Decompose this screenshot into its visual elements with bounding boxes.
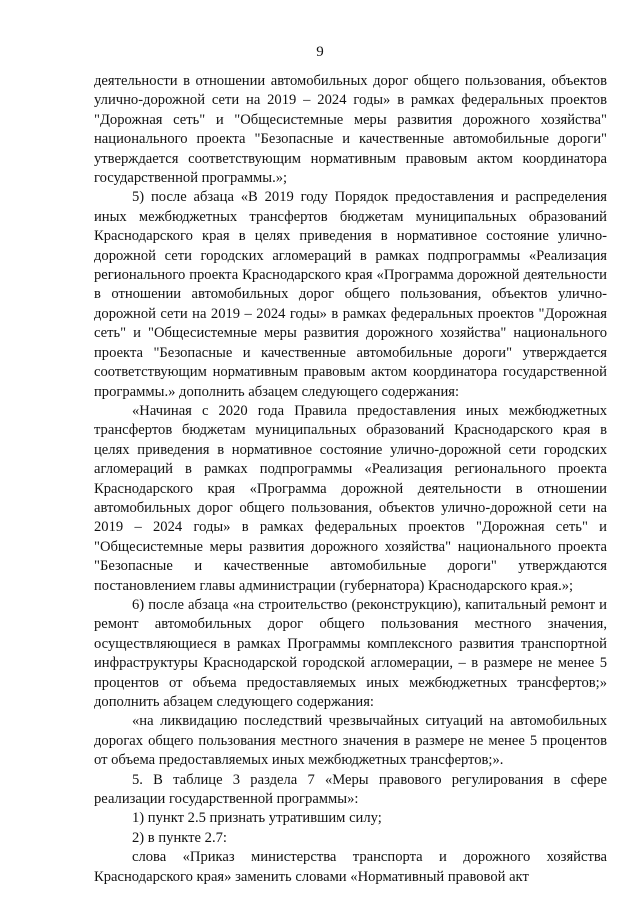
paragraph-words-replace: слова «Приказ министерства транспорта и дорожного хозяйства Краснодарского края» заменить словами «Нормативный правовой акт bbox=[94, 849, 607, 885]
paragraph-item-6: 6) после абзаца «на строительство (реконструкцию), капитальный ремонт и ремонт автомобильных дорог общего пользования местного значения, осуществляющиеся в рамках Программы комплексного развития транспортной инфраструктуры Краснодарской городской агломерации, – в размере не менее 5 процентов от объема предоставляемых иных межбюджетных трансфертов;» дополнить абзацем следующего содержания: bbox=[94, 596, 607, 710]
paragraph-quote-emergency: «на ликвидацию последствий чрезвычайных ситуаций на автомобильных дорогах общего пользования местного значения в размере не менее 5 процентов от объема предоставляемых иных межбюджетных трансфертов;». bbox=[94, 713, 607, 769]
paragraph-section-5: 5. В таблице 3 раздела 7 «Меры правового регулирования в сфере реализации государственной программы»: bbox=[94, 771, 607, 808]
paragraph-item-1: 1) пункт 2.5 признать утратившим силу; bbox=[132, 810, 382, 827]
paragraph-item-5: 5) после абзаца «В 2019 году Порядок предоставления и распределения иных межбюджетных трансфертов бюджетам муниципальных образований Краснодарского края в целях приведения в нормативное состояние улично-дорожной сети городских агломераций в рамках подпрограммы «Реализация регионального проекта Краснодарского края «Программа дорожной деятельности в отношении автомобильных дорог общего пользования, объектов улично-дорожной сети на 2019 – 2024 годы» в рамках федеральных проектов "Дорожная сеть" и "Общесистемные меры развития дорожного хозяйства" национального проекта "Безопасные и качественные автомобильные дороги" утверждается соответствующим нормативным правовым актом координатора государственной программы.» дополнить абзацем следующего содержания: bbox=[94, 189, 607, 400]
document-body bbox=[94, 72, 607, 887]
page-number: 9 bbox=[316, 44, 324, 60]
paragraph-quote-rules-2020: «Начиная с 2020 года Правила предоставления иных межбюджетных трансфертов бюджетам муниципальных образований Краснодарского края в целях приведения в нормативное состояние улично-дорожной сети городских агломераций в рамках подпрограммы «Реализация регионального проекта Краснодарского края «Программа дорожной деятельности в отношении автомобильных дорог общего пользования, объектов улично-дорожной сети на 2019 – 2024 годы» в рамках федеральных проектов "Дорожная сеть" и "Общесистемные меры развития дорожного хозяйства" национального проекта "Безопасные и качественные автомобильные дороги" утверждаются постановлением главы администрации (губернатора) Краснодарского края.»; bbox=[94, 402, 607, 594]
paragraph-item-2: 2) в пункте 2.7: bbox=[132, 829, 227, 846]
paragraph-continuation: деятельности в отношении автомобильных дорог общего пользования, объектов улично-дорожной сети на 2019 – 2024 годы» в рамках федеральных проектов "Дорожная сеть" и "Общесистемные меры развития дорожного хозяйства" национального проекта "Безопасные и качественные автомобильные дороги" утверждается соответствующим нормативным правовым актом координатора государственной программы.»; bbox=[94, 73, 607, 187]
